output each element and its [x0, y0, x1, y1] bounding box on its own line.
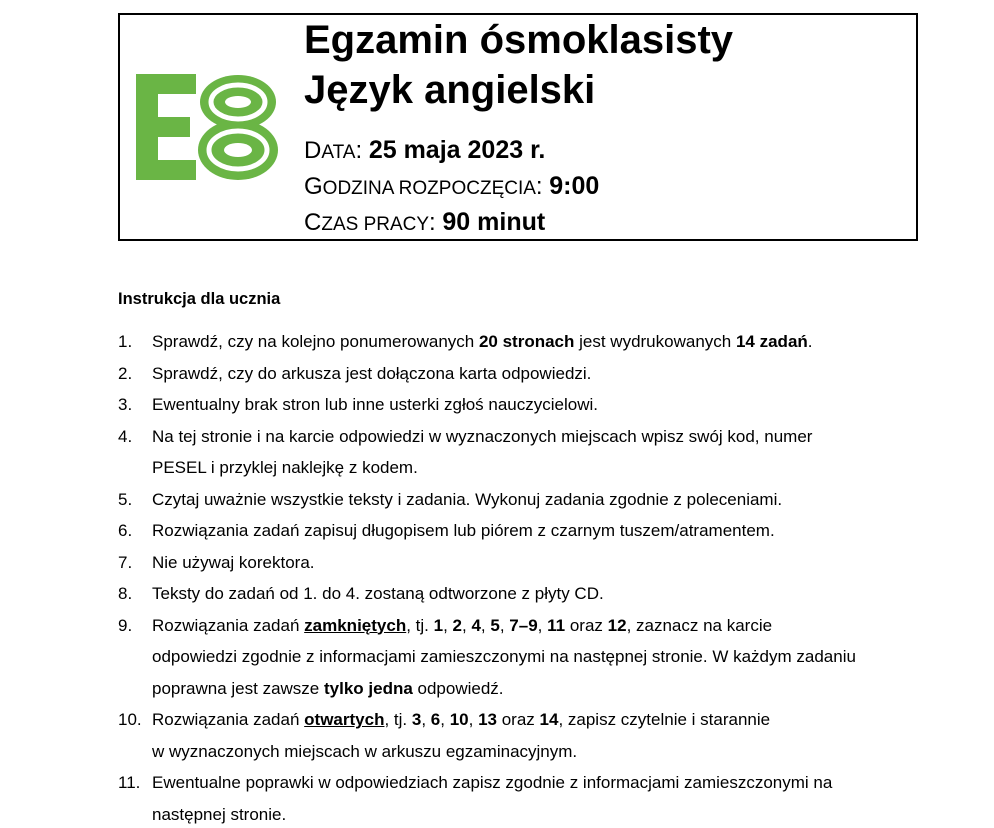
instructions-heading: Instrukcja dla ucznia — [118, 290, 281, 308]
instruction-number: 8. — [118, 584, 133, 603]
exam-date-value: 25 maja 2023 r. — [368, 136, 546, 164]
instruction-number: 5. — [118, 489, 133, 509]
exam-start-time-value: 9:00 — [549, 172, 600, 200]
instruction-number: 11. — [118, 773, 141, 792]
instruction-number: 10. — [118, 710, 142, 729]
instruction-number: 4. — [118, 426, 133, 446]
instruction-text: Sprawdź, czy do arkusza jest dołączona karta odpowiedzi. — [152, 363, 592, 383]
instruction-text: Na tej stronie i na karcie odpowiedzi w wyznaczonych miejscach wpisz swój kod, numer — [152, 426, 813, 446]
instruction-text: Nie używaj korektora. — [152, 552, 315, 572]
instruction-text: Rozwiązania zadań otwartych, tj. 3, 6, 10, 13 oraz 14, zapisz czytelnie i starannie — [152, 710, 771, 729]
instruction-text: PESEL i przyklej naklejkę z kodem. — [152, 458, 418, 477]
exam-duration-value: 90 minut — [442, 208, 546, 236]
instruction-number: 7. — [118, 552, 133, 572]
instruction-text: Ewentualny brak stron lub inne usterki zgłoś nauczycielowi. — [152, 395, 599, 414]
instruction-text: poprawna jest zawsze tylko jedna odpowiedź. — [152, 678, 504, 698]
instruction-number: 1. — [118, 332, 133, 351]
instruction-text: następnej stronie. — [152, 804, 287, 824]
exam-date: DATA: 25 maja 2023 r. — [304, 136, 546, 164]
instruction-text: Czytaj uważnie wszystkie teksty i zadania. Wykonuj zadania zgodnie z poleceniami. — [152, 489, 783, 509]
instruction-number: 6. — [118, 521, 133, 540]
instruction-text: Ewentualne poprawki w odpowiedziach zapisz zgodnie z informacjami zamieszczonymi na — [152, 773, 833, 792]
instruction-text: odpowiedzi zgodnie z informacjami zamieszczonymi na następnej stronie. W każdym zadaniu — [152, 647, 856, 666]
exam-title: Egzamin ósmoklasisty — [304, 18, 734, 62]
instruction-text: Rozwiązania zadań zamkniętych, tj. 1, 2, 4, 5, 7–9, 11 oraz 12, zaznacz na karcie — [152, 615, 773, 635]
e8-logo — [136, 74, 278, 180]
instruction-number: 2. — [118, 363, 133, 383]
exam-start-time: GODZINA ROZPOCZĘCIA: 9:00 — [304, 172, 600, 200]
instruction-number: 9. — [118, 615, 133, 635]
instruction-text: w wyznaczonych miejscach w arkuszu egzaminacyjnym. — [152, 741, 578, 761]
instruction-text: Sprawdź, czy na kolejno ponumerowanych 20 stronach jest wydrukowanych 14 zadań. — [152, 332, 813, 351]
instruction-text: Teksty do zadań od 1. do 4. zostaną odtworzone z płyty CD. — [152, 584, 604, 603]
exam-subject: Język angielski — [304, 68, 596, 112]
instruction-text: Rozwiązania zadań zapisuj długopisem lub piórem z czarnym tuszem/atramentem. — [152, 521, 775, 540]
instruction-number: 3. — [118, 395, 133, 414]
exam-duration: CZAS PRACY: 90 minut — [304, 208, 546, 236]
